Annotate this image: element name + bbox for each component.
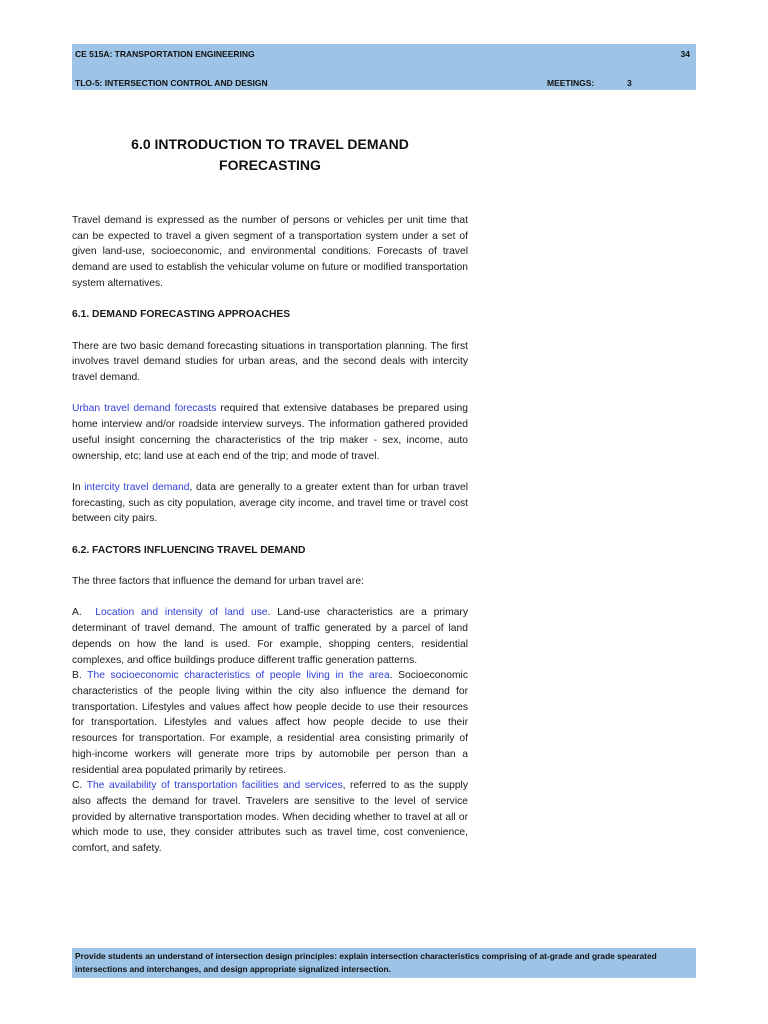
approaches-paragraph: There are two basic demand forecasting situations in transportation planning. The first involves travel demand studies for urban areas, and the second deals with intercity travel demand. <box>72 340 468 383</box>
intro-paragraph: Travel demand is expressed as the number of persons or vehicles per unit time that can be expected to travel a given segment of a transportation system under a set of given land-use, socioeconomic, and environmental conditions. Forecasts of travel demand are used to establish the vehicular volume on future or modified transportation system alternatives. <box>72 215 468 289</box>
factor-b <box>72 668 468 778</box>
urban-paragraph <box>72 401 468 464</box>
header-row-topic <box>75 77 690 89</box>
title-line-2: FORECASTING <box>219 157 321 173</box>
page-title <box>72 134 468 176</box>
page-header <box>72 44 696 90</box>
factor-c-name: The availability of transportation facilities and services <box>86 780 343 792</box>
factors-lead: The three factors that influence the demand for urban travel are: <box>72 576 364 588</box>
factor-b-text: . Socioeconomic characteristics of the people living within the city also influence the demand for transportation. Lifestyles and values affect how people decide to use their resources for transportation. Lifestyles and values affect how people decide to use their resources for transportation. For example, a residential area consisting primarily of high-income workers will generate more trips by automobile per person than a residential area populated primarily by retirees. <box>72 670 468 776</box>
factor-c <box>72 778 468 857</box>
meetings-value: 3 <box>627 78 632 88</box>
page-number: 34 <box>680 49 690 59</box>
factor-b-letter: B. <box>72 670 82 682</box>
header-row-course <box>75 48 690 60</box>
factor-a-text: . Land-use characteristics are a primary determinant of travel demand. The amount of traffic generated by a parcel of land depends on how the land is used. For example, shopping centers, residential complexes, and office buildings produce different traffic generation patterns. <box>72 607 468 666</box>
section-heading-approaches: 6.1. DEMAND FORECASTING APPROACHES <box>72 309 291 321</box>
footer-objective: Provide students an understand of intersection design principles: explain intersection characteristics comprising of at-grade and grade spearated intersections and interchanges, and design appropriate signalized intersection. <box>75 951 657 974</box>
urban-paragraph-text: required that extensive databases be prepared using home interview and/or roadside interview surveys. The information gathered provided useful insight concerning the characteristics of the trip maker - sex, income, auto ownership, etc; land use at each end of the trip; and mode of travel. <box>72 403 468 462</box>
urban-demand-term: Urban travel demand forecasts <box>72 403 217 415</box>
factor-a <box>72 605 468 668</box>
intercity-paragraph-text: , data are generally to a greater extent than for urban travel forecasting, such as city population, average city income, and travel time or travel cost between city pairs. <box>72 481 468 525</box>
course-title: CE 515A: TRANSPORTATION ENGINEERING <box>75 49 255 59</box>
topic-title: TLO-5: INTERSECTION CONTROL AND DESIGN <box>75 78 268 88</box>
intercity-lead: In <box>72 481 85 493</box>
factor-c-letter: C. <box>72 780 83 792</box>
factor-a-name: Location and intensity of land use <box>95 607 268 619</box>
intercity-demand-term: intercity travel demand <box>84 481 190 493</box>
title-line-1: 6.0 INTRODUCTION TO TRAVEL DEMAND <box>131 136 409 152</box>
intercity-paragraph <box>72 480 468 527</box>
factor-c-text: , referred to as the supply also affects the demand for travel. Travelers are sensitive to the level of service provided by alternative transportation modes. When deciding whether to travel at all or which mode to use, they consider attributes such as travel time, cost convenience, comfort, and safety. <box>72 780 468 855</box>
document-body <box>72 213 468 857</box>
section-heading-factors: 6.2. FACTORS INFLUENCING TRAVEL DEMAND <box>72 544 306 556</box>
factor-b-name: The socioeconomic characteristics of people living in the area <box>87 670 390 682</box>
page-footer <box>72 948 696 978</box>
factor-a-letter: A. <box>72 607 82 619</box>
meetings-label: MEETINGS: <box>547 78 595 88</box>
